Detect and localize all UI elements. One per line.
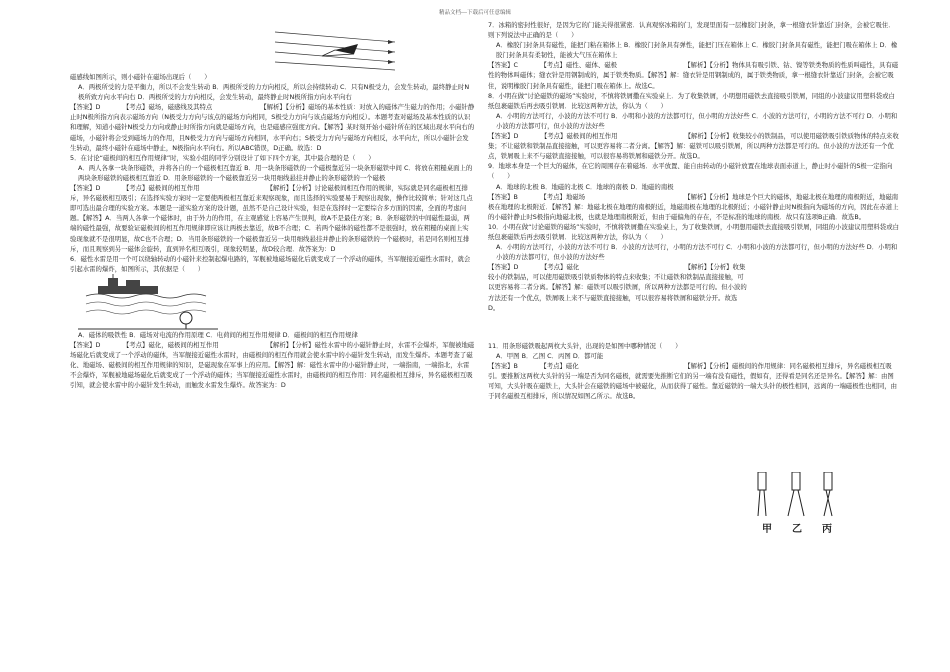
pin-label-bing: 丙 — [822, 524, 832, 535]
field-lines-figure — [270, 20, 475, 72]
pin-label-jia: 甲 — [762, 524, 772, 535]
q6-answer: 【答案】D 【考点】磁化，磁极间的相互作用 【解析】【分析】磁性水雷中的小磁针静止时，水雷不会爆炸，军舰被地磁场磁化后就变成了一个浮动的磁体，当军舰接近磁性水雷时，由磁极间的相互作用就会使水雷中的小磁针发生转动，而发生爆炸。本题考查了磁化、地磁场、磁极间的相互作用规律的知识，是磁现象在军事上的应用。【解答】解：磁性水雷中的小磁针静止时，一端指南，一端指北，水雷不会爆炸，军舰被地磁场磁化后就变成了一个浮动的磁体；当军舰接近磁性水雷时，由磁极间的相互作用：同名磁极相互排斥，异名磁极相互吸引知，就会使水雷中的小磁针发生转动，而触发水雷发生爆炸。故答案为：D — [70, 340, 475, 390]
q7-stem: 7．冰箱的密封性很好，是因为它的门能关得很紧密．认真观察冰箱的门，发现里面有一层橡胶门封条，拿一根缝衣针靠近门封条，会被它吸住．则下列说法中正确的是（ ） — [488, 21, 895, 40]
q6-stem: 6．磁性水雷是用一个可以绕轴转动的小磁针来控制起爆电路的，军舰被地磁场磁化后就变成了一个浮动的磁体，当军舰接近磁性水雷时，就会引起水雷的爆炸，如图所示，其依据是（ ） — [70, 254, 471, 273]
right-column — [488, 20, 900, 401]
q7-answer: 【答案】C 【考点】磁性、磁体、磁极 【解析】【分析】物体具有吸引铁、钴、镍等铁类物质的性质叫磁性，具有磁性的物体叫磁体；缝衣针是用钢制成的，属于铁类物质。【解答】解：缝衣针是用钢制成的，属于铁类物质，拿一根缝衣针靠近门封条，会被它吸住，说明橡胶门封条具有磁性，能把门吸在箱体上。故选C。 — [488, 61, 899, 90]
q11-answer: 【答案】B 【考点】磁化 【解析】【分析】磁极间的作用规律：同名磁极相互排斥，异名磁极相互吸引。要推断这两枚大头针的另一端是否为同名磁极，就需要先推断它们的另一端有没有磁性，假如有，还得看是同名还是异名。【解答】解：由图可知，大头针吸在磁铁上，大头针会在磁铁的磁场中被磁化，从而获得了磁性。靠近磁铁的一端大头针的极性相同，远离的一端磁极性也相同，由于同名磁极互相排斥，所以情况如图乙所示。故选B。 — [488, 361, 897, 401]
q4-options: A．两极所受的力是平衡力，所以不会发生转动 B．两极所受的力方向相反，所以会持续转动 C．只有N极受力，会发生转动，最终静止时N极所致方向水平向右 D．两极所受的力方向相反，会发生转动，最终静止时N极所指方向水平向右 — [78, 83, 470, 102]
q10-answer: 【答案】D 【考点】磁化 【解析】【分析】收集较小的铁制品，可以使用磁铁吸引铁质物体的特点来收集；不让磁铁和铁制品直接接触，可以更容易将二者分离。【解答】解：磁铁可以吸引铁屑，所以两种方法都是可行的。但小波的方法还有一个优点，铁屑吸上来不与磁铁直接接触，可以很容易将铁屑和磁铁分开。故选D。 — [488, 263, 747, 312]
q5-stem: 5．在讨论“磁极间的相互作用规律”时，实验小组的同学分别设计了如下四个方案，其中最合理的是（ ） — [70, 153, 375, 162]
pins-labels — [752, 520, 842, 535]
pin-label-yi: 乙 — [792, 524, 802, 535]
warship-mine-figure — [78, 274, 475, 330]
left-column — [70, 20, 475, 390]
q10-stem: 10．小明在做“讨论磁铁的磁场”实验时，不慎将铁屑撒在实验桌上，为了收集铁屑，小明想用磁铁去直接吸引铁屑，同组的小波建议用塑料袋或白纸包裹磁铁后再去吸引铁屑．比较这两种方法，你认为（ ） — [488, 222, 899, 241]
q5-options: A．两人各拿一块条形磁铁，并将各自的一个磁极相互靠近 B．用一块条形磁铁的一个磁极靠近另一块条形磁铁中间 C．将放在粗糙桌面上的两块条形磁铁的磁极相互靠近 D．用条形磁铁的一个磁极靠近另一块用细线悬挂并静止的条形磁铁的一个磁极 — [78, 163, 473, 182]
q9-answer: 【答案】B 【考点】地磁场 【解析】【分析】地球是个巨大的磁体，地磁北极在地理的南极附近，地磁南极在地理的北极附近．【解答】解：地磁北极在地理的南极附近，地磁南极在地理的北极附近；小磁针静止时N极指向为磁场的方向，因此在赤道上的小磁针静止时S极指向地磁北极，也就是地理南极附近，但由于磁偏角的存在，不是标准的地球的南极．故只有选项B正确．故选B。 — [488, 192, 899, 221]
q8-stem: 8．小明在做“讨论磁铁的磁场”实验时，不慎将铁屑撒在实验桌上．为了收集铁屑，小明想用磁铁去直接吸引铁屑，同组的小波建议用塑料袋或白纸包裹磁铁后再去吸引铁屑．比较这两种方法，你认为（ ） — [488, 91, 895, 110]
q7-options: A．橡胶门封条具有磁性，能把门粘在箱体上 B．橡胶门封条具有弹性，能把门压在箱体上 C．橡胶门封条具有磁性，能把门吸在箱体上 D．橡胶门封条具有柔韧性，能被大气压在箱体上 — [496, 41, 898, 60]
q11-options: A．甲图 B．乙图 C．丙图 D．都可能 — [496, 351, 604, 360]
page-header: 精品文档---下载后可任意编辑 — [439, 10, 511, 16]
q10-options: A．小明的方法可行，小波的方法不可行 B．小波的方法可行，小明的方法不可行 C．小明和小波的方法都可行，但小明的方法好些 D．小明和小波的方法都可行，但小波的方法好些 — [496, 243, 898, 262]
q6-options: A．磁体的吸铁性 B．磁场对电流的作用原理 C．电荷间的相互作用规律 D．磁极间的相互作用规律 — [78, 330, 358, 339]
q4-stem: 磁感线如图所示，则小磁针在磁场出现后（ ） — [70, 73, 211, 81]
q11-stem: 11．用条形磁铁吸起两枚大头针，出现的是如图中哪种情况（ ） — [488, 341, 682, 350]
q8-answer: 【答案】D 【考点】磁极间的相互作用 【解析】【分析】收集较小的铁制品，可以使用磁铁吸引铁质物体的特点来收集；不让磁铁和铁制品直接接触，可以更容易将二者分离。【解答】解：磁铁可以吸引铁屑，所以两种方法都是可行的。但小波的方法还有一个优点，铁屑吸上来不与磁铁直接接触，可以很容易将铁屑和磁铁分开。故选D。 — [488, 132, 899, 161]
q8-options: A．小明的方法可行，小波的方法不可行 B．小明和小波的方法都可行，但小明的方法好些 C．小波的方法可行，小明的方法不可行 D．小明和小波的方法都可行，但小波的方法好些 — [496, 111, 898, 130]
q5-answer: 【答案】D 【考点】磁极间的相互作用 【解析】【分析】讨论磁极间相互作用的规律，实际就是同名磁极相互排斥，异名磁极相互吸引；在选择实验方案时一定要使两极相互靠近来观察现象，而且选择的实验要易于观察出现象，操作比较简单；针对这几点即可选出最合理的实验方案。本题是一道实验方案的设计题，虽然不是自己设计实验，但是在选择时一定要综合多方面的因素，全面的考虑问题。【解答】A．当两人各拿一个磁体时，由于外力的作用，在主观感觉上容易产生误判，故A不是最佳方案；B．条形磁铁的中间磁性最弱，两端的磁性最强，故要验证磁极间的相互作用规律即应该让两极去靠近，故B不合理；C．若两个磁体的磁性都不是很强时，放在粗糙的桌面上实验现象就不是很明显，故C也不合理；D．当用条形磁铁的一个磁极靠近另一块用细线悬挂并静止的条形磁铁的一个磁极时，若是同名则相互排斥，而且观察到另一磁体会旋转，直到异名相互吸引，现象较明显，故D较合理．故答案为：D — [70, 184, 473, 253]
q4-answer: 【答案】D 【考点】磁场，磁感线及其特点 【解析】【分析】磁场的基本性质：对放入的磁体产生磁力的作用；小磁针静止时N极所指方向表示磁场方向（N极受力方向与该点的磁场方向相同，S极受力方向与该点磁场方向相反）。本题考查对磁场及基本性质的认识和理解，知道小磁针N极受力方向或静止时所指方向就是磁场方向，也是磁感应强度方向。【解答】某时刻开始小磁针所在的区域出现水平向右的磁场，小磁针将会受到磁场力的作用，且N极受力方向与磁场方向相同，水平向右；S极受力方向与磁场方向相反，水平向左，所以小磁针会发生转动，最终小磁针在磁场中静止，N极指向水平向右。所以ABC错误，D正确。故选：D — [70, 103, 475, 152]
q9-stem: 9．地球本身是一个巨大的磁体，在它的周围存在着磁场．水平放置、能自由转动的小磁针放置在地球表面赤道上，静止时小磁针的S极一定指向（ ） — [488, 162, 893, 181]
q9-options: A．地球的北极 B．地磁的北极 C．地球的南极 D．地磁的南极 — [496, 182, 674, 191]
